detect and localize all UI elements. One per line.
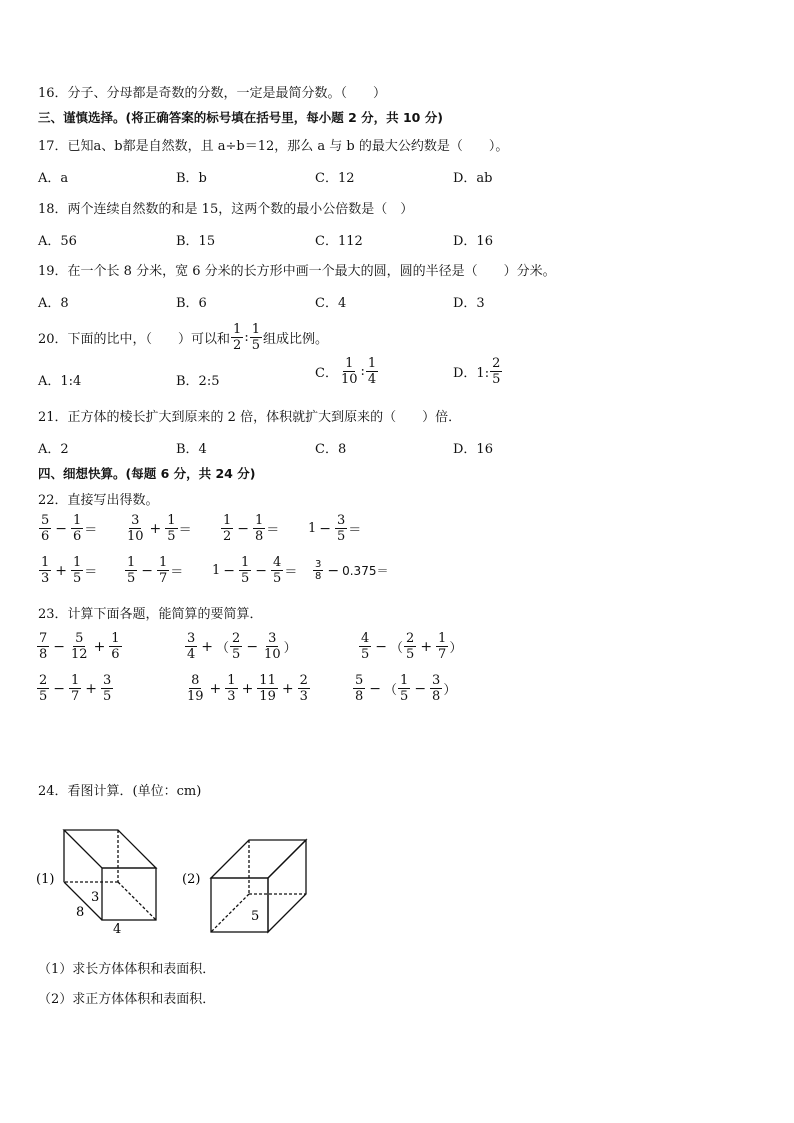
q17-option-b: B．b xyxy=(176,171,207,186)
q18-option-d: D．16 xyxy=(453,234,493,249)
q17-option-a: A．a xyxy=(38,171,69,186)
q23-expr-6: $\frac{5}{8}$ − （ $\frac{1}{5}$ − $\frac{3}{8}$ ） xyxy=(355,673,457,704)
dim-3: 3 xyxy=(91,890,100,905)
q18-option-b: B．15 xyxy=(176,234,216,249)
q18-option-a: A．56 xyxy=(38,234,77,249)
section-4-heading: 四、细想快算。(每题 6 分，共 24 分) xyxy=(38,466,256,481)
q22-expr-3: $\frac{1}{2}$ − $\frac{1}{8}$ ＝ xyxy=(223,513,280,544)
q22-expr-2: $\frac{3}{10}$ + $\frac{1}{5}$ ＝ xyxy=(127,513,192,544)
q20-option-c: C． $\frac{1}{10}$ : $\frac{1}{4}$ xyxy=(315,356,377,387)
q20-ratio-frac-1: $\frac{1}{2}$ xyxy=(233,322,242,353)
q21-option-c: C．8 xyxy=(315,442,347,457)
q21-option-a: A．2 xyxy=(38,442,69,457)
question-18: 18．两个连续自然数的和是 15，这两个数的最小公倍数是（ ） xyxy=(38,202,414,217)
q23-expr-3: $\frac{4}{5}$ − （ $\frac{2}{5}$ + $\frac{1}{7}$ ） xyxy=(361,631,463,662)
question-19: 19．在一个长 8 分米，宽 6 分米的长方形中画一个最大的圆，圆的半径是（ ）分米。 xyxy=(38,264,556,279)
q21-option-d: D．16 xyxy=(453,442,493,457)
q20-option-a: A．1:4 xyxy=(38,374,82,389)
fig2-label: (2) xyxy=(182,872,201,887)
q18-option-c: C．112 xyxy=(315,234,363,249)
q24-sub-2: （2）求正方体体积和表面积． xyxy=(38,992,216,1007)
section-3-heading: 三、谨慎选择。(将正确答案的标号填在括号里，每小题 2 分，共 10 分) xyxy=(38,110,443,125)
q19-option-d: D．3 xyxy=(453,296,485,311)
q23-expr-4: $\frac{2}{5}$ − $\frac{1}{7}$ + $\frac{3}{5}$ xyxy=(39,673,112,704)
question-20: 20．下面的比中，（ ）可以和 $\frac{1}{2}$ : $\frac{1}{5}$ 组成比例。 xyxy=(38,322,329,353)
q22-expr-4: 1 − $\frac{3}{5}$ ＝ xyxy=(308,513,362,544)
question-23: 23．计算下面各题，能简算的要简算． xyxy=(38,607,263,622)
q22-expr-6: $\frac{1}{5}$ − $\frac{1}{7}$ ＝ xyxy=(127,555,184,586)
dim-5: 5 xyxy=(251,909,260,924)
q19-option-a: A．8 xyxy=(38,296,69,311)
q17-option-c: C．12 xyxy=(315,171,355,186)
q24-sub-1: （1）求长方体体积和表面积． xyxy=(38,962,216,977)
dim-4: 4 xyxy=(113,922,122,937)
q23-expr-2: $\frac{3}{4}$ + （ $\frac{2}{5}$ − $\frac{3}{10}$ ） xyxy=(187,631,297,662)
q17-option-d: D．ab xyxy=(453,171,493,186)
q20-ratio-frac-2: $\frac{1}{5}$ xyxy=(251,322,260,353)
q22-expr-5: $\frac{1}{3}$ + $\frac{1}{5}$ ＝ xyxy=(41,555,98,586)
question-17: 17．已知a、b都是自然数，且 a÷b＝12，那么 a 与 b 的最大公约数是（ ）。 xyxy=(38,139,509,154)
q22-expr-7: 1 − $\frac{1}{5}$ − $\frac{4}{5}$ ＝ xyxy=(212,555,298,586)
question-21: 21．正方体的棱长扩大到原来的 2 倍，体积就扩大到原来的（ ）倍． xyxy=(38,410,462,425)
question-22: 22．直接写出得数。 xyxy=(38,493,159,508)
q20-option-b: B．2:5 xyxy=(176,374,220,389)
q19-option-b: B．6 xyxy=(176,296,207,311)
question-24: 24．看图计算．(单位：cm) xyxy=(38,784,202,799)
q23-expr-5: $\frac{8}{19}$ + $\frac{1}{3}$ + $\frac{11}{19}$ + $\frac{2}{3}$ xyxy=(187,673,308,704)
q22-expr-8: $\frac{3}{8}$ − 0.375 ＝ xyxy=(315,559,389,582)
q20-option-d: D．1: $\frac{2}{5}$ xyxy=(453,356,501,387)
q21-option-b: B．4 xyxy=(176,442,207,457)
q22-expr-1: $\frac{5}{6}$ − $\frac{1}{6}$ ＝ xyxy=(41,513,98,544)
dim-8: 8 xyxy=(76,905,85,920)
q23-expr-1: $\frac{7}{8}$ − $\frac{5}{12}$ + $\frac{1}{6}$ xyxy=(39,631,120,662)
question-16: 16．分子、分母都是奇数的分数，一定是最简分数。（ ） xyxy=(38,86,387,101)
q24-figures xyxy=(30,820,330,940)
q20-prefix: 20．下面的比中，（ ）可以和 xyxy=(38,332,231,347)
fig1-label: (1) xyxy=(36,872,55,887)
q20-suffix: 组成比例。 xyxy=(263,332,329,347)
q19-option-c: C．4 xyxy=(315,296,347,311)
